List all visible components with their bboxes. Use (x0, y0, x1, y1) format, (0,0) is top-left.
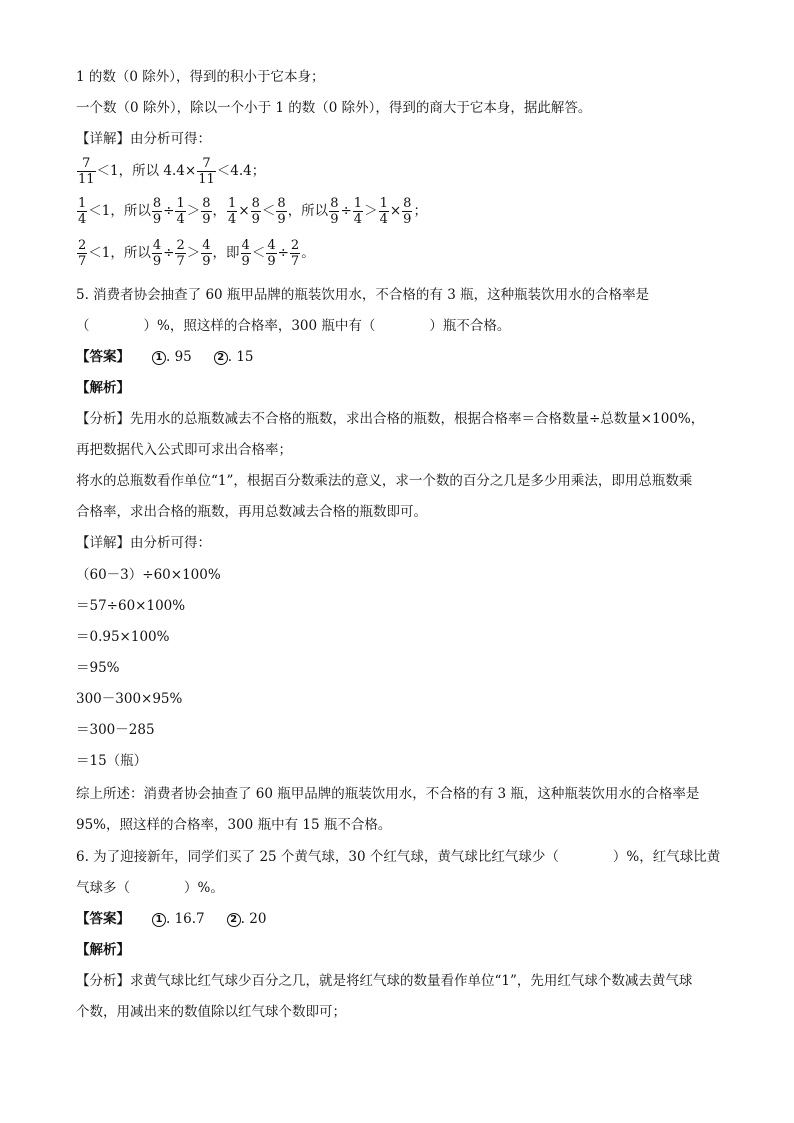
circled-number: 2 (227, 913, 241, 927)
answer-tag: 【答案】 (76, 349, 130, 365)
calc-step: ＝57÷60×100% (76, 598, 186, 614)
fraction: $\frac{4}{9}$ (202, 238, 211, 269)
calc-step: ＝0.95×100% (76, 629, 170, 645)
analysis-text: 【分析】先用水的总瓶数减去不合格的瓶数，求出合格的瓶数，根据合格率＝合格数量÷总数量×100%， (76, 411, 705, 427)
answer-tag: 【答案】 (76, 911, 130, 927)
text-line: 1 的数（0 除外），得到的积小于它本身； (76, 69, 325, 85)
fraction: $\frac{1}{4}$ (353, 196, 363, 227)
math-line-2: $\frac{1}{4}$ ＜1，所以 $\frac{8}{9}$ ÷ $\frac{1}{4}$ ＞ $\frac{8}{9}$ ， $\frac{1}{4}$ × $\frac{8}{9}$ ＜ $\frac{8}{9}$ ，所以 $\frac{8}{9}$ ÷ $\frac{1}{4}$ ＞ $\frac{1}{4}$ × $\frac{8}{9}$ ； (78, 196, 427, 227)
fraction: $\frac{2}{7}$ (78, 238, 87, 269)
text-line: 一个数（0 除外），除以一个小于 1 的数（0 除外），得到的商大于它本身，据此解答。 (76, 100, 592, 116)
analysis-text: 再把数据代入公式即可求出合格率； (76, 442, 292, 458)
fraction: $\frac{2}{7}$ (290, 238, 300, 269)
answer-line: 【答案】 1 . 95 2 . 15 (76, 349, 254, 365)
detail-heading: 【详解】由分析可得： (76, 535, 211, 551)
question-6-text: 气球多（ ）%。 (76, 880, 224, 896)
fraction: $\frac{1}{4}$ (228, 196, 237, 227)
calc-step: ＝300－285 (76, 722, 155, 738)
fraction: $\frac{1}{4}$ (379, 196, 388, 227)
fraction: $\frac{8}{9}$ (152, 196, 162, 227)
question-5-text: 5. 消费者协会抽查了 60 瓶甲品牌的瓶装饮用水，不合格的有 3 瓶，这种瓶装饮用水的合格率是 (76, 287, 650, 303)
math-line-1: $\frac{7}{11}$ ＜1，所以 4.4× $\frac{7}{11}$ ＜4.4； (78, 156, 266, 187)
circled-number: 1 (152, 351, 166, 365)
answer-line: 【答案】 1 . 16.7 2 . 20 (76, 911, 267, 927)
math-line-3: $\frac{2}{7}$ ＜1，所以 $\frac{4}{9}$ ÷ $\frac{2}{7}$ ＞ $\frac{4}{9}$ ，即 $\frac{4}{9}$ ＜ $\frac{4}{9}$ ÷ $\frac{2}{7}$ 。 (78, 238, 315, 269)
analysis-text: 【分析】求黄气球比红气球少百分之几，就是将红气球的数量看作单位“1”，先用红气球个数减去黄气球 (76, 973, 693, 989)
question-5-text: （ ）%，照这样的合格率，300 瓶中有（ ）瓶不合格。 (76, 318, 511, 334)
analysis-text: 将水的总瓶数看作单位“1”，根据百分数乘法的意义，求一个数的百分之几是多少用乘法，即用总瓶数乘 (76, 473, 693, 489)
calc-step: （60－3）÷60×100% (76, 567, 221, 583)
fraction: $\frac{4}{9}$ (152, 238, 162, 269)
calc-step: ＝95% (76, 660, 120, 676)
fraction: $\frac{8}{9}$ (251, 196, 260, 227)
fraction: $\frac{4}{9}$ (267, 238, 276, 269)
analysis-tag: 【解析】 (76, 380, 130, 396)
conclusion-text: 综上所述：消费者协会抽查了 60 瓶甲品牌的瓶装饮用水，不合格的有 3 瓶，这种瓶装饮用水的合格率是 (76, 786, 700, 802)
fraction: $\frac{1}{4}$ (78, 196, 87, 227)
conclusion-text: 95%，照这样的合格率，300 瓶中有 15 瓶不合格。 (76, 817, 392, 833)
calc-step: 300－300×95% (76, 691, 183, 707)
fraction: $\frac{8}{9}$ (403, 196, 412, 227)
fraction: $\frac{8}{9}$ (330, 196, 339, 227)
fraction: $\frac{2}{7}$ (176, 238, 185, 269)
analysis-text: 个数，用减出来的数值除以红气球个数即可； (76, 1004, 346, 1020)
fraction: $\frac{7}{11}$ (78, 156, 95, 187)
question-6-text: 6. 为了迎接新年，同学们买了 25 个黄气球，30 个红气球，黄气球比红气球少（ ）%，红气球比黄 (76, 849, 721, 865)
fraction: $\frac{8}{9}$ (202, 196, 211, 227)
circled-number: 2 (214, 351, 228, 365)
fraction: $\frac{8}{9}$ (277, 196, 286, 227)
calc-step: ＝15（瓶） (76, 753, 148, 769)
fraction: $\frac{1}{4}$ (176, 196, 185, 227)
analysis-tag: 【解析】 (76, 942, 130, 958)
fraction: $\frac{7}{11}$ (198, 156, 215, 187)
fraction: $\frac{4}{9}$ (241, 238, 250, 269)
analysis-text: 合格率，求出合格的瓶数，再用总数减去合格的瓶数即可。 (76, 504, 427, 520)
circled-number: 1 (152, 913, 166, 927)
detail-heading: 【详解】由分析可得： (76, 131, 211, 147)
